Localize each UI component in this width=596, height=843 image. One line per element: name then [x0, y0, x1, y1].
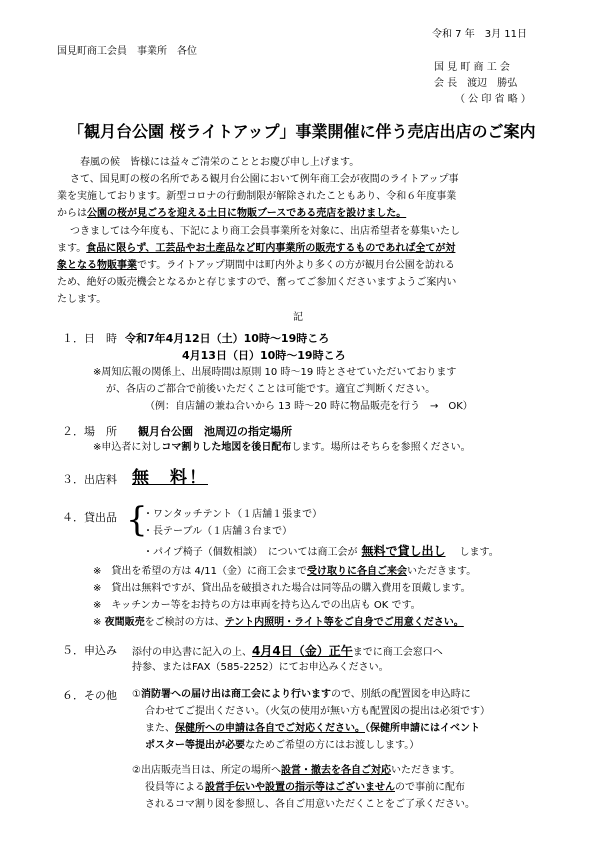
schedule-day-1: 令和7年4月12日（土）10時～19時ころ	[125, 332, 330, 345]
seal-note: （ 公 印 省 略 ）	[455, 94, 531, 105]
intro-line: ため、絶好の販売機会となるかと存じますので、奮ってご参加くださいますようご案内い	[57, 277, 457, 288]
intro-line: ます。食品に限らず、工芸品やお土産品など町内事業所の販売するものであれば全てが対	[57, 243, 456, 254]
schedule-day-2: 4月13日（日）10時～19時ころ	[182, 349, 346, 362]
fee-free: 無 料！	[132, 468, 208, 488]
other-line: されるコマ割り図を参照し、各自ご用意いただくことをご了承ください。	[145, 799, 475, 810]
intro-line: 春風の候 皆様には益々ご清栄のこととお慶び申し上げます。	[80, 157, 360, 168]
place: 観月台公園 池周辺の指定場所	[138, 425, 292, 438]
intro-line: さて、国見町の桜の名所である観月台公園において例年商工会が夜間のライトアップ事	[70, 174, 459, 185]
addressee: 国見町商工会員 事業所 各位	[57, 46, 197, 57]
ki-mark: 記	[293, 312, 303, 323]
other-line: 合わせてご提出ください。（火気の使用が無い方も配置図の提出は必須です）	[145, 706, 490, 717]
brace-symbol: {	[126, 500, 148, 540]
note-line: ※周知広報の関係上、出展時間は原則 10 時～19 時とさせていただいております	[93, 367, 457, 378]
rental-item: ・ワンタッチテント（１店舗１張まで）	[143, 509, 323, 520]
rental-item: ・パイプ椅子（個数相談） については商工会が 無料で貸し出し します。	[143, 544, 499, 558]
section-1-label: １．日 時	[62, 332, 117, 345]
other-line: ポスター等提出が必要なためご希望の方にはお渡しします。）	[145, 740, 420, 751]
intro-line: たします。	[57, 294, 107, 305]
sender-org: 国 見 町 商 工 会	[434, 62, 510, 73]
rental-item: ・長テーブル（１店舗３台まで）	[143, 526, 293, 537]
other-line: 役員等による設営手伝いや設置の指示等はございませんので事前に配布	[145, 782, 465, 793]
intro-line: 象となる物販事業です。ライトアップ期間中は町内外より多くの方が観月台公園を訪れる	[57, 260, 455, 271]
section-4-label: ４．貸出品	[62, 511, 117, 524]
apply-line: 持参、またはFAX（585-2252）にてお申込みください。	[132, 662, 389, 673]
intro-line: つきましては今年度も、下記により商工会員事業所を対象に、出店希望者を募集いたし	[70, 226, 460, 237]
other-line: ②出店販売当日は、所定の場所へ設営・撤去を各自ご対応いただきます。	[132, 765, 461, 776]
other-line: また、保健所への申請は各自でご対応ください。（保健所申請にはイベント	[145, 723, 480, 734]
sender-name: 会 長 渡辺 勝弘	[434, 78, 518, 89]
note-line: が、各店のご都合で前後いただくことは可能です。適宜ご判断ください。	[106, 384, 436, 395]
section-6-label: ６．その他	[62, 689, 117, 702]
section-3-label: ３．出店料	[62, 473, 117, 486]
note-line: （例：自店舗の兼ね合いから 13 時～20 時に物品販売を行う → OK）	[145, 401, 473, 412]
section-2-label: ２．場 所	[62, 425, 117, 438]
date: 令和 7 年 3月 11日	[432, 29, 527, 40]
note-line: ※申込者に対しコマ割りした地図を後日配布します。場所はそちらを参照ください。	[93, 442, 471, 453]
note-line: ※ 貸出を希望の方は 4/11（金）に商工会まで受け取りに各自ご来会いただきます。	[93, 566, 477, 577]
section-5-label: ５．申込み	[62, 644, 117, 657]
other-line: ①消防署への届け出は商工会により行いますので、別紙の配置図を申込時に	[132, 689, 471, 700]
note-line: ※ 貸出は無料ですが、貸出品を破損された場合は同等品の購入費用を頂戴します。	[93, 583, 471, 594]
page-title: 「観月台公園 桜ライトアップ」事業開催に伴う売店出店のご案内	[68, 122, 536, 141]
intro-line: 業を実施しております。新型コロナの行動制限が解除されたこともあり、令和６年度事業	[57, 191, 457, 202]
note-line: ※ キッチンカー等をお持ちの方は車両を持ち込んでの出店も OK です。	[93, 600, 421, 611]
apply-line: 添付の申込書に記入の上、4月4日（金）正午までに商工会窓口へ	[132, 644, 443, 658]
note-line: ※ 夜間販売をご検討の方は、テント内照明・ライト等をご自身でご用意ください。	[93, 617, 464, 628]
intro-line: からは公園の桜が見ごろを迎える土日に物販ブースである売店を設けました。	[57, 208, 407, 219]
